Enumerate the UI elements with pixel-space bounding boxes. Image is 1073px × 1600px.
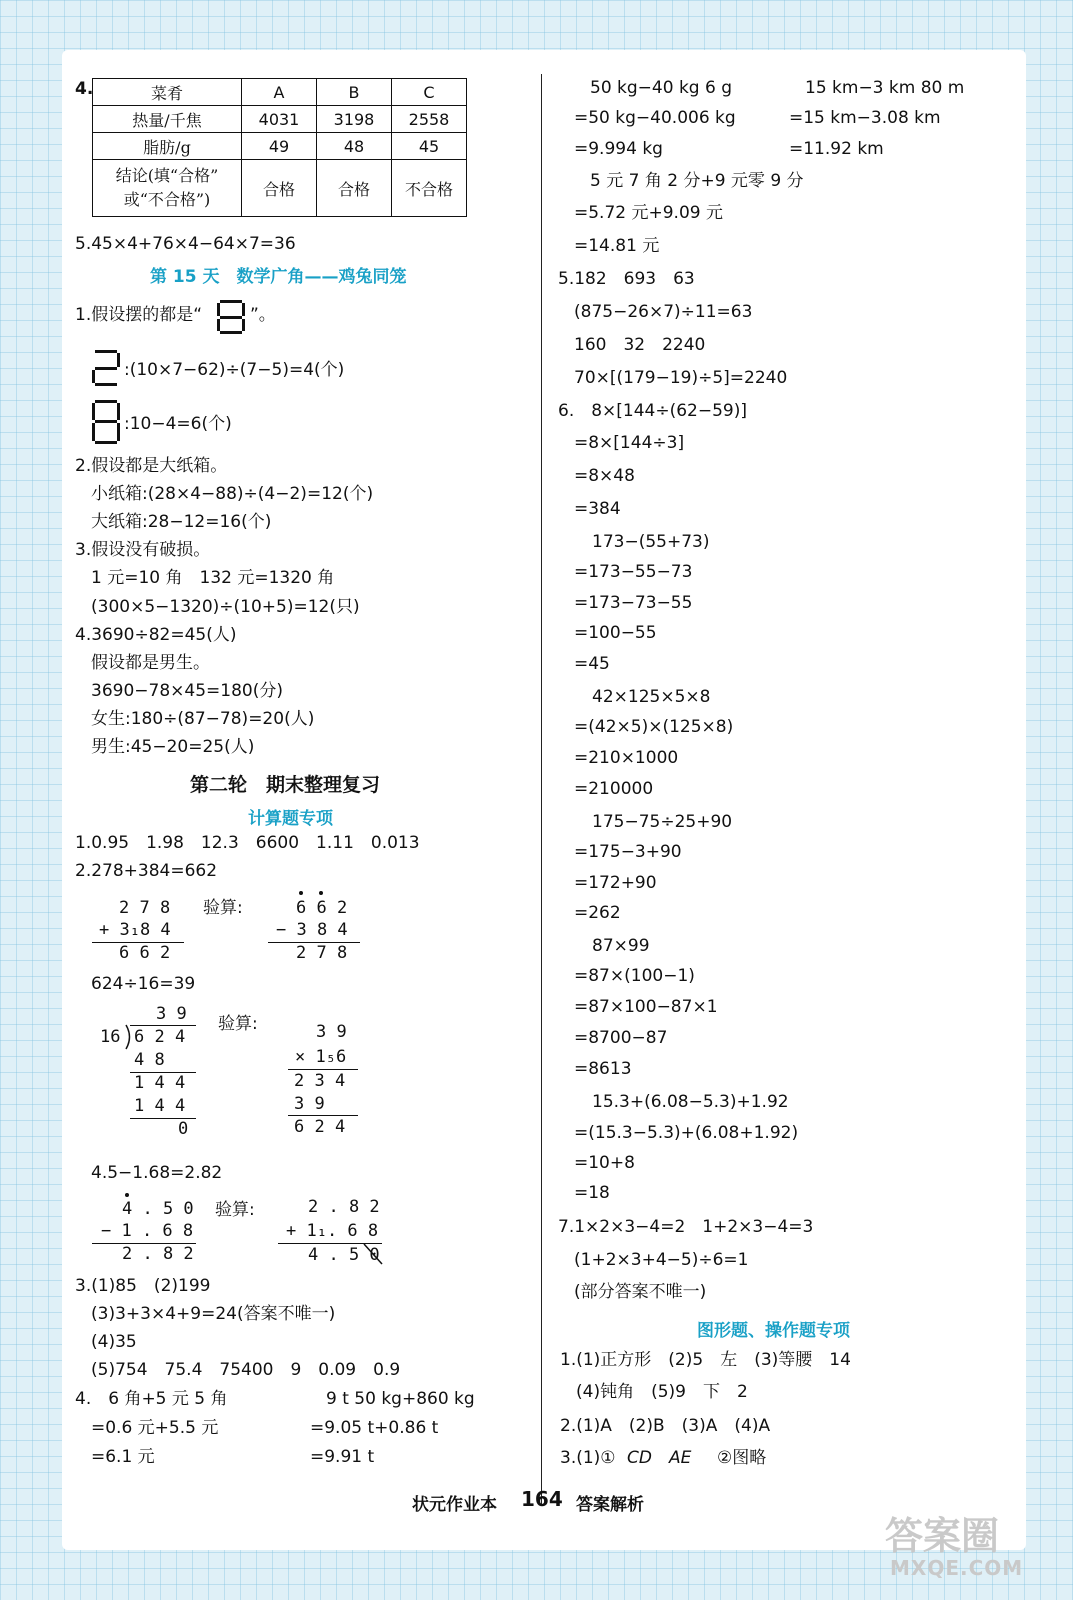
strike-mark-icon (362, 1242, 384, 1266)
answer-line: 160 32 2240 (574, 335, 706, 355)
answer-line: =9.05 t+0.86 t (310, 1418, 439, 1438)
table-cell: 合格 (242, 160, 317, 217)
answer-line: =100−55 (574, 623, 657, 643)
nutrition-table (92, 78, 467, 217)
answer-line: 3.假设没有破损。 (75, 540, 211, 560)
answer-line: 50 kg−40 kg 6 g (590, 78, 733, 98)
vertical-calc-line: 2 7 8 (119, 898, 171, 918)
answer-line: =15 km−3.08 km (789, 108, 941, 128)
answer-line: :10−4=6(个) (124, 414, 232, 434)
answer-line: =(42×5)×(125×8) (574, 717, 734, 737)
answer-line: =18 (574, 1183, 610, 1203)
answer-line: (部分答案不唯一) (574, 1282, 707, 1302)
table-cell: 49 (242, 133, 317, 160)
check-label: 验算: (203, 898, 243, 918)
seven-segment-eight-icon (217, 300, 245, 334)
footer-section: 答案解析 (576, 1495, 644, 1515)
answer-line: 2.(1)A (2)B (3)A (4)A (560, 1416, 771, 1436)
answer-line: =10+8 (574, 1153, 635, 1173)
table-header-cell: 菜肴 (93, 79, 242, 106)
answer-line: 15 km−3 km 80 m (805, 78, 965, 98)
vertical-calc-line: 2 3 4 (294, 1071, 346, 1091)
vertical-calc-line: 6 2 4 (294, 1117, 346, 1137)
answer-line: :(10×7−62)÷(7−5)=4(个) (124, 360, 345, 380)
answer-line: =6.1 元 (91, 1447, 155, 1467)
answer-line: 624÷16=39 (91, 974, 196, 994)
section-title: 第二轮 期末整理复习 (190, 774, 381, 796)
answer-line: 4.3690÷82=45(人) (75, 625, 237, 645)
table-cell: 热量/千焦 (93, 106, 242, 133)
answer-line: 9 t 50 kg+860 kg (326, 1389, 475, 1409)
answer-line: (3)3+3×4+9=24(答案不唯一) (91, 1304, 336, 1324)
vertical-calc-line: − 3 8 4 (276, 920, 348, 940)
borrow-dot (125, 1193, 129, 1197)
table-cell: 45 (392, 133, 467, 160)
answer-line: =8700−87 (574, 1028, 668, 1048)
answer-line: 5.182 693 63 (558, 269, 695, 289)
answer-line: =210000 (574, 779, 654, 799)
answer-line: 2.假设都是大纸箱。 (75, 456, 228, 476)
answer-line: =173−55−73 (574, 562, 693, 582)
answer-line: 42×125×5×8 (592, 687, 711, 707)
vertical-calc-line: 2 . 8 2 (122, 1244, 194, 1264)
answer-line: 1.0.95 1.98 12.3 6600 1.11 0.013 (75, 833, 420, 853)
watermark-url: MXQE.COM (890, 1556, 1024, 1580)
vertical-calc-line: 16 (100, 1027, 121, 1047)
answer-line: (5)754 75.4 75400 9 0.09 0.9 (91, 1360, 401, 1380)
check-label: 验算: (218, 1014, 258, 1034)
table-row (93, 106, 467, 133)
vertical-calc-line: 3 9 (294, 1094, 325, 1114)
vertical-calc-line: + 1₁. 6 8 (286, 1221, 379, 1241)
answer-line: 7.1×2×3−4=2 1+2×3−4=3 (558, 1217, 814, 1237)
conclusion-label-line: 结论(填“合格” (115, 166, 219, 185)
table-header-cell: B (317, 79, 392, 106)
answer-line: =8×[144÷3] (574, 433, 685, 453)
conclusion-label-line: 或“不合格”) (123, 190, 211, 209)
answer-line: =(15.3−5.3)+(6.08+1.92) (574, 1123, 799, 1143)
answer-line: 1.假设摆的都是“ (75, 305, 203, 325)
watermark-logo: 答案圈 (885, 1514, 1000, 1558)
answer-line: =11.92 km (789, 139, 884, 159)
column-divider (541, 74, 542, 1504)
table-cell: 48 (317, 133, 392, 160)
answer-line: 1.(1)正方形 (2)5 左 (3)等腰 14 (560, 1350, 851, 1370)
table-header-cell: A (242, 79, 317, 106)
vertical-calc-line: 0 (178, 1119, 189, 1139)
answer-line: (1+2×3+4−5)÷6=1 (574, 1250, 749, 1270)
question-number: 4. (75, 79, 94, 99)
answer-line: =262 (574, 903, 621, 923)
table-cell (93, 160, 242, 217)
answer-line: 15.3+(6.08−5.3)+1.92 (592, 1092, 789, 1112)
answer-line: (300×5−1320)÷(10+5)=12(只) (91, 597, 360, 617)
answer-line: 173−(55+73) (592, 532, 710, 552)
vertical-calc-line: + 3₁8 4 (99, 920, 171, 940)
seven-segment-two-icon (92, 350, 120, 386)
answer-line: =87×100−87×1 (574, 997, 718, 1017)
vertical-calc-line: 6 2 4 (134, 1027, 186, 1047)
answer-line: =45 (574, 654, 610, 674)
page-number: 164 (521, 1487, 563, 1511)
answer-line: =0.6 元+5.5 元 (91, 1418, 219, 1438)
vertical-calc-line: 4 . 5 0 (308, 1245, 380, 1265)
table-cell: 2558 (392, 106, 467, 133)
answer-line: =384 (574, 499, 621, 519)
vertical-calc-line: 2 7 8 (296, 943, 348, 963)
answer-line: 5.45×4+76×4−64×7=36 (75, 234, 296, 254)
answer-line: =8613 (574, 1059, 632, 1079)
answer-line: =172+90 (574, 873, 657, 893)
answer-line: 假设都是男生。 (91, 653, 210, 673)
answer-line: 4. 6 角+5 元 5 角 (75, 1389, 228, 1409)
answer-line: =9.91 t (310, 1447, 375, 1467)
table-cell: 合格 (317, 160, 392, 217)
answer-line: 3.(1)85 (2)199 (75, 1276, 211, 1296)
answer-line: 3.(1)① (560, 1448, 616, 1468)
section-title: 第 15 天 数学广角——鸡兔同笼 (150, 267, 407, 287)
vertical-calc-line: 6 6 2 (119, 943, 171, 963)
vertical-calc-line: 1 4 4 (134, 1073, 186, 1093)
borrow-dot (299, 891, 303, 895)
answer-line: (4)35 (91, 1332, 137, 1352)
section-title: 计算题专项 (248, 809, 333, 829)
vertical-calc-line: 4 8 (134, 1050, 165, 1070)
vertical-calc-line: × 1₅6 (295, 1047, 347, 1067)
answer-line: 男生:45−20=25(人) (91, 737, 255, 757)
answer-line: 3690−78×45=180(分) (91, 681, 283, 701)
answer-line: =173−73−55 (574, 593, 693, 613)
answer-line: 5 元 7 角 2 分+9 元零 9 分 (590, 171, 804, 191)
answer-line: =175−3+90 (574, 842, 682, 862)
vertical-calc-line: 4 . 5 0 (122, 1199, 194, 1219)
answer-line: 6. 8×[144÷(62−59)] (558, 401, 748, 421)
vertical-calc-line: − 1 . 6 8 (101, 1221, 194, 1241)
check-label: 验算: (215, 1200, 255, 1220)
answer-line: 大纸箱:28−12=16(个) (91, 512, 272, 532)
answer-line: 1 元=10 角 132 元=1320 角 (91, 568, 335, 588)
answer-line: 小纸箱:(28×4−88)÷(4−2)=12(个) (91, 484, 374, 504)
answer-line: 70×[(179−19)÷5]=2240 (574, 368, 788, 388)
vertical-calc-line: 6 6 2 (296, 898, 348, 918)
vertical-calc-line: 2 . 8 2 (308, 1197, 380, 1217)
answer-line: CD AE (627, 1448, 692, 1468)
answer-line: ”。 (250, 305, 276, 325)
table-row (93, 160, 467, 217)
answer-line: =8×48 (574, 466, 635, 486)
division-bracket-icon (124, 1024, 134, 1050)
answer-line: =5.72 元+9.09 元 (574, 203, 723, 223)
answer-line: 87×99 (592, 936, 650, 956)
vertical-calc-line: 3 9 (156, 1004, 187, 1024)
answer-line: 2.278+384=662 (75, 861, 218, 881)
table-header-cell: C (392, 79, 467, 106)
answer-line: 175−75÷25+90 (592, 812, 733, 832)
vertical-calc-line: 1 4 4 (134, 1096, 186, 1116)
seven-segment-eight-icon (92, 400, 120, 444)
table-cell: 脂肪/g (93, 133, 242, 160)
answer-line: 4.5−1.68=2.82 (91, 1163, 223, 1183)
footer-brand: 状元作业本 (412, 1495, 497, 1515)
table-row (93, 133, 467, 160)
section-title: 图形题、操作题专项 (697, 1321, 850, 1341)
answer-line: =210×1000 (574, 748, 679, 768)
table-row (93, 79, 467, 106)
answer-line: (4)钝角 (5)9 下 2 (576, 1382, 748, 1402)
vertical-calc-line: 3 9 (316, 1022, 347, 1042)
answer-line: =9.994 kg (574, 139, 663, 159)
answer-line: =50 kg−40.006 kg (574, 108, 736, 128)
answer-line: ②图略 (717, 1448, 767, 1468)
answer-line: =87×(100−1) (574, 966, 695, 986)
table-cell: 不合格 (392, 160, 467, 217)
answer-line: (875−26×7)÷11=63 (574, 302, 753, 322)
answer-line: 女生:180÷(87−78)=20(人) (91, 709, 315, 729)
table-cell: 4031 (242, 106, 317, 133)
borrow-dot (319, 891, 323, 895)
table-cell: 3198 (317, 106, 392, 133)
answer-line: =14.81 元 (574, 236, 660, 256)
